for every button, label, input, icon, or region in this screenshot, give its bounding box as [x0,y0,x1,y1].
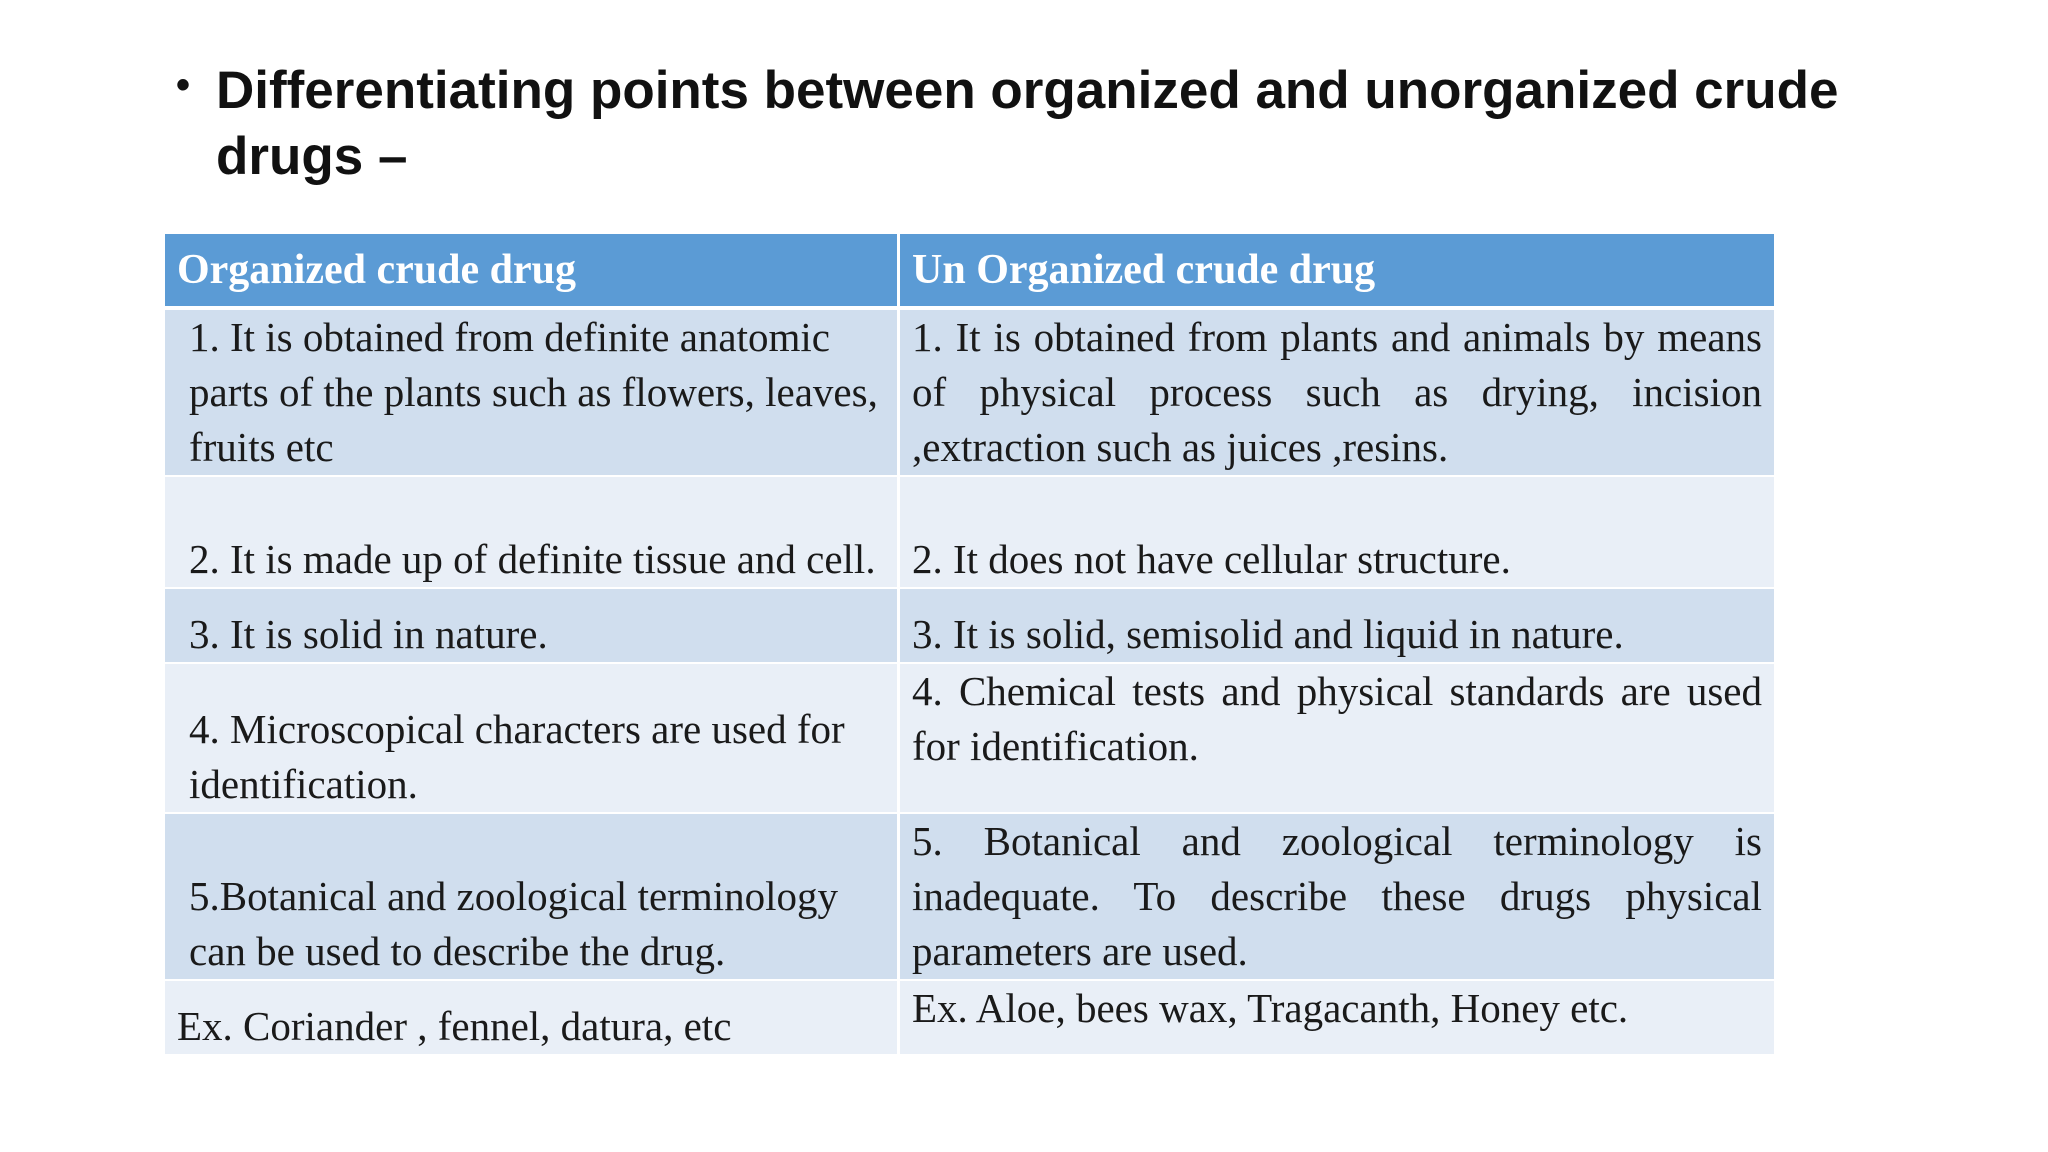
unorganized-cell: 1. It is obtained from plants and animals by means of physical process such as drying, incision ,extraction such as juices ,resins. [899,308,1776,476]
table-row [164,980,1776,1055]
unorganized-cell: 5. Botanical and zoological terminology is inadequate. To describe these drugs physical parameters are used. [899,813,1776,980]
unorganized-cell: 2. It does not have cellular structure. [899,476,1776,588]
organized-cell: Ex. Coriander , fennel, datura, etc [164,980,899,1055]
organized-cell: 3. It is solid in nature. [164,588,899,663]
bullet-icon: • [176,63,191,107]
table-row [164,813,1776,980]
slide-title [176,58,1876,190]
organized-cell: 2. It is made up of definite tissue and cell. [164,476,899,588]
organized-cell: 4. Microscopical characters are used for identification. [164,663,899,813]
comparison-table [162,231,1777,1056]
header-organized: Organized crude drug [164,233,899,309]
table-row [164,476,1776,588]
table-row [164,308,1776,476]
table-header-row [164,233,1776,309]
unorganized-cell: 3. It is solid, semisolid and liquid in nature. [899,588,1776,663]
organized-cell: 1. It is obtained from definite anatomic parts of the plants such as flowers, leaves, fruits etc [164,308,899,476]
unorganized-cell: 4. Chemical tests and physical standards are used for identification. [899,663,1776,813]
unorganized-cell: Ex. Aloe, bees wax, Tragacanth, Honey etc. [899,980,1776,1055]
organized-cell: 5.Botanical and zoological terminology can be used to describe the drug. [164,813,899,980]
header-unorganized: Un Organized crude drug [899,233,1776,309]
title-text: Differentiating points between organized and unorganized crude drugs – [216,61,1839,186]
table-row [164,663,1776,813]
table-row [164,588,1776,663]
